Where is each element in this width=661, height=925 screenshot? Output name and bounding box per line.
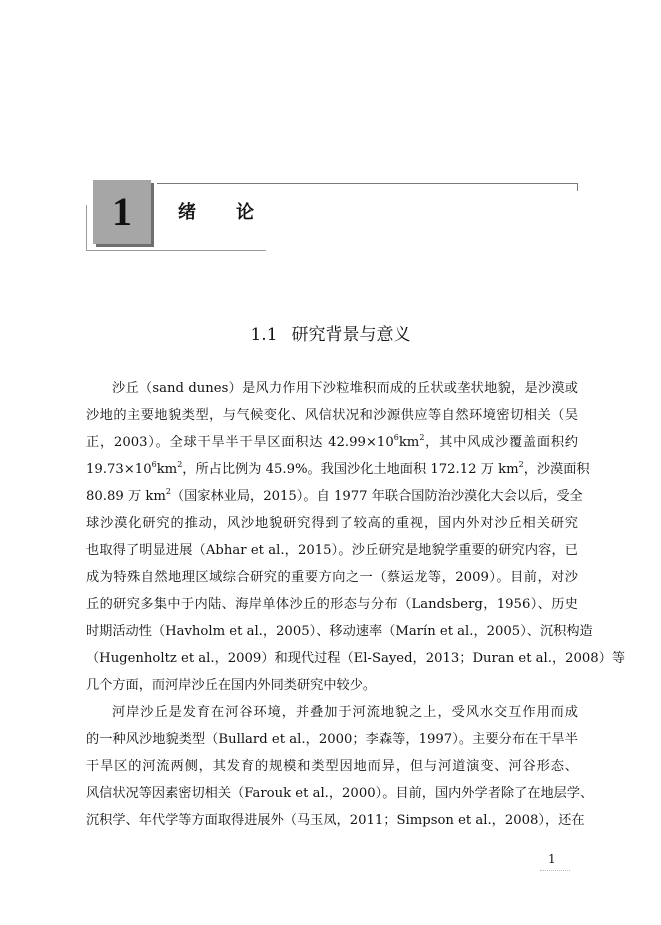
text-line [86, 726, 578, 753]
superscript: 6 [151, 460, 157, 469]
text-segment: （国家林业局，2015）。自 1977 年联合国防治沙漠化大会以后，受全 [170, 489, 583, 504]
text-segment: 正，2003）。全球干旱半干旱区面积达 42.99×10 [86, 435, 394, 450]
text-line [86, 618, 593, 645]
text-segment: km [398, 435, 420, 450]
superscript: 2 [518, 460, 524, 469]
chapter-number-box [93, 180, 151, 244]
text-line [86, 456, 590, 483]
section-heading [0, 320, 661, 345]
text-segment: ，其中风成沙覆盖面积约 [424, 435, 578, 450]
text-segment: 时期活动性（Havholm et al.，2005）、移动速率（Marín et al.，2005）、沉积构造 [86, 624, 593, 639]
text-line [86, 564, 578, 591]
text-segment: ，所占比例为 45.9%。我国沙化土地面积 172.12 万 km [182, 462, 519, 477]
text-segment: 球沙漠化研究的推动，风沙地貌研究得到了较高的重视，国内外对沙丘相关研究 [86, 516, 578, 531]
text-segment: 沙地的主要地貌类型，与气候变化、风信状况和沙源供应等自然环境密切相关（吴 [86, 408, 578, 423]
text-line [86, 645, 626, 672]
header-rule-right [577, 183, 578, 191]
paragraph [86, 375, 626, 699]
text-line [86, 780, 594, 807]
text-line [86, 510, 578, 537]
text-line [86, 429, 578, 456]
text-segment: 19.73×10 [86, 462, 152, 477]
text-segment: 80.89 万 km [86, 489, 166, 504]
text-segment: 沙丘（sand dunes）是风力作用下沙粒堆积而成的丘状或垄状地貌，是沙漠或 [112, 381, 578, 396]
section-number: 1.1 [250, 325, 278, 345]
text-segment: 也取得了明显进展（Abhar et al.，2015）。沙丘研究是地貌学重要的研究内容，已 [86, 543, 578, 558]
chapter-number: 1 [112, 189, 132, 234]
text-line [86, 402, 578, 429]
text-segment: 风信状况等因素密切相关（Farouk et al.，2000）。目前，国内外学者除了在地层学、 [86, 786, 594, 801]
paragraph [86, 699, 594, 834]
section-title: 研究背景与意义 [291, 325, 411, 345]
text-line [86, 375, 578, 402]
body-text [86, 375, 626, 834]
text-line [86, 699, 578, 726]
text-segment: 沉积学、年代学等方面取得进展外（马玉凤，2011；Simpson et al.，2008），还在 [86, 813, 585, 828]
text-line [86, 672, 578, 699]
superscript: 2 [419, 433, 425, 442]
superscript: 2 [177, 460, 183, 469]
text-line [86, 537, 578, 564]
superscript: 6 [393, 433, 399, 442]
text-segment: 丘的研究多集中于内陆、海岸单体沙丘的形态与分布（Landsberg，1956）、历史 [86, 597, 578, 612]
page-footer-mark [540, 870, 570, 871]
chapter-title: 绪论 [178, 202, 294, 223]
header-rule-top [157, 183, 578, 184]
text-segment: （Hugenholtz et al.，2009）和现代过程（El-Sayed，2013；Duran et al.，2008）等 [86, 651, 626, 666]
text-line [86, 807, 585, 834]
text-line [86, 753, 578, 780]
text-segment: 成为特殊自然地理区域综合研究的重要方向之一（蔡运龙等，2009）。目前，对沙 [86, 570, 578, 585]
text-line [86, 483, 583, 510]
chapter-header [0, 0, 661, 260]
text-segment: ，沙漠面积 [523, 462, 590, 477]
text-segment: 的一种风沙地貌类型（Bullard et al.，2000；李森等，1997）。主要分布在干旱半 [86, 732, 578, 747]
text-segment: km [156, 462, 178, 477]
header-rule-left [86, 205, 87, 250]
text-segment: 河岸沙丘是发育在河谷环境，并叠加于河流地貌之上，受风水交互作用而成 [112, 705, 578, 720]
header-rule-bottom [86, 250, 266, 251]
text-segment: 干旱区的河流两侧，其发育的规模和类型因地而异，但与河道演变、河谷形态、 [86, 759, 578, 774]
page-number: 1 [548, 852, 556, 866]
text-line [86, 591, 578, 618]
superscript: 2 [165, 487, 171, 496]
text-segment: 几个方面，而河岸沙丘在国内外同类研究中较少。 [86, 678, 377, 693]
